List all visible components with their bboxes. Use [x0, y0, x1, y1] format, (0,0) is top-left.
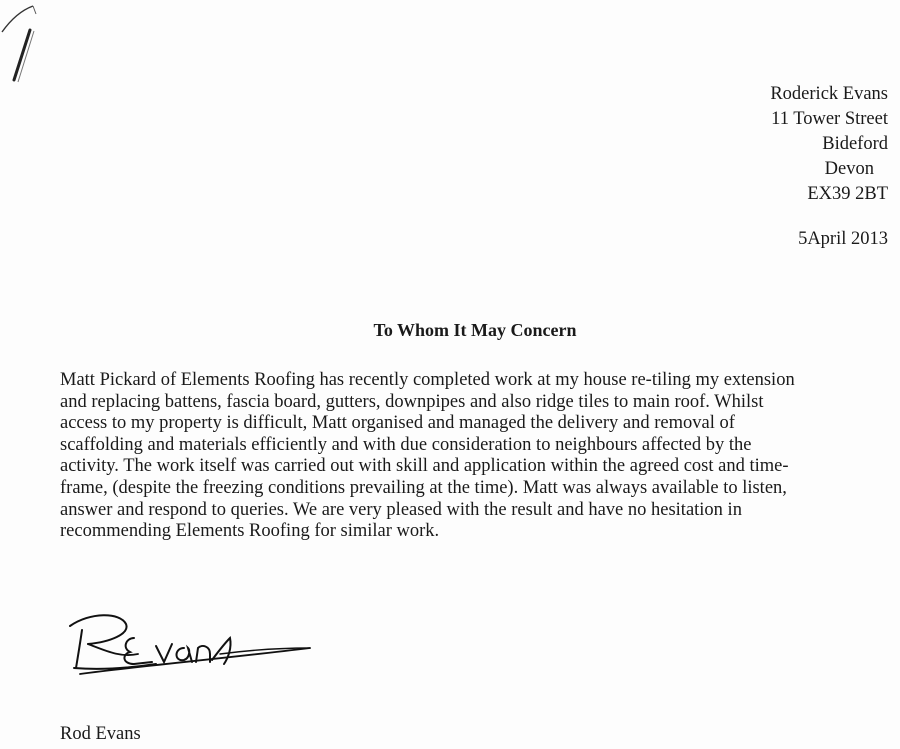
sender-address [628, 82, 888, 207]
body-line: and replacing battens, fascia board, gutters, downpipes and also ridge tiles to main roof. Whilst [60, 391, 764, 412]
body-line: recommending Elements Roofing for similar work. [60, 521, 440, 542]
signoff-name: Rod Evans [60, 724, 141, 744]
letter-body [60, 370, 890, 543]
sender-postcode: EX39 2BT [807, 184, 888, 204]
body-line: answer and respond to queries. We are very pleased with the result and have no hesitation in [60, 499, 742, 520]
letter-date: 5April 2013 [798, 229, 888, 249]
body-line: activity. The work itself was carried out with skill and application within the agreed cost and time- [60, 456, 789, 477]
staple-mark [0, 0, 60, 90]
body-line: access to my property is difficult, Matt organised and managed the delivery and removal of [60, 413, 735, 434]
sender-street: 11 Tower Street [771, 109, 888, 129]
handwritten-signature [60, 608, 320, 688]
sender-name: Roderick Evans [770, 84, 888, 104]
sender-county: Devon [824, 159, 874, 179]
sender-town: Bideford [822, 134, 888, 154]
body-line: scaffolding and materials efficiently and with due consideration to neighbours affected by the [60, 434, 752, 455]
body-line: Matt Pickard of Elements Roofing has recently completed work at my house re-tiling my extension [60, 370, 795, 390]
letter-heading: To Whom It May Concern [373, 320, 577, 340]
body-line: frame, (despite the freezing conditions prevailing at the time). Matt was always available to listen, [60, 477, 787, 498]
